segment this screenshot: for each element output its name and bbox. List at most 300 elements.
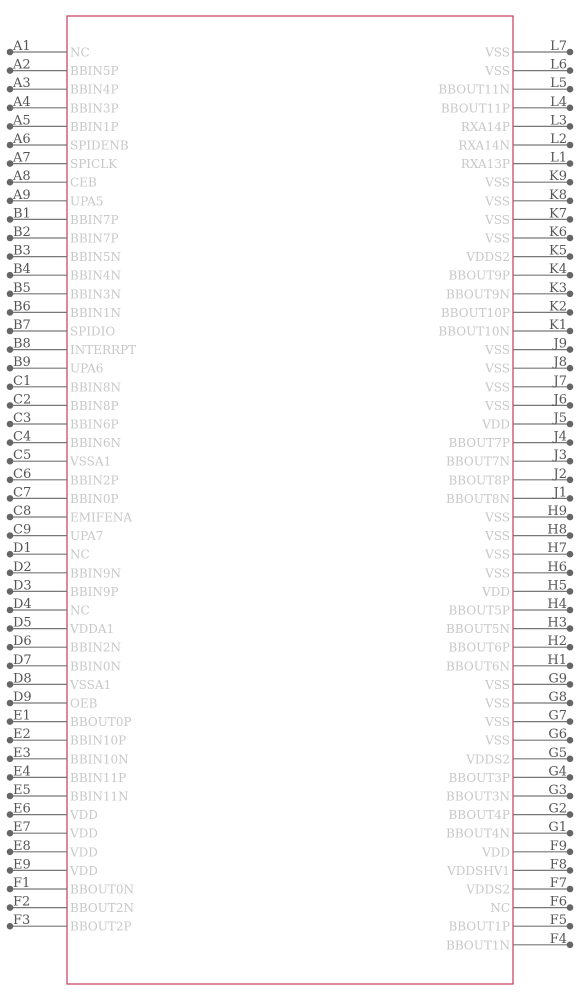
pin-end-dot [567, 625, 574, 632]
right-pin-F5 [448, 913, 573, 934]
left-pin-B2 [7, 225, 119, 246]
pin-name: BBIN2P [70, 473, 119, 488]
pin-number: K3 [549, 280, 567, 296]
pin-number: B7 [13, 318, 31, 333]
pin-number: K1 [549, 318, 567, 333]
pin-number: C4 [13, 429, 32, 445]
pin-number: E9 [13, 857, 31, 873]
pin-number: K7 [549, 206, 567, 222]
right-pin-J7 [484, 374, 573, 395]
pin-number: E8 [13, 838, 31, 854]
pin-name: BBIN0N [70, 659, 122, 674]
pin-number: C6 [13, 466, 32, 482]
right-pin-G7 [484, 709, 573, 730]
pin-number: E2 [13, 727, 31, 743]
pin-name: NC [70, 603, 90, 618]
pin-name: BBOUT0N [70, 882, 134, 897]
pin-name: VSS [485, 733, 510, 748]
right-pin-K5 [465, 244, 573, 265]
right-pin-J2 [448, 467, 573, 488]
pin-number: H2 [547, 634, 567, 650]
pin-number: E7 [13, 820, 31, 836]
right-pin-G6 [484, 727, 573, 748]
right-pin-H5 [481, 578, 573, 599]
pin-end-dot [567, 179, 574, 186]
pin-number: K6 [549, 225, 567, 240]
pin-number: H1 [547, 652, 567, 668]
pin-number: D1 [13, 541, 32, 557]
right-pin-K9 [484, 169, 573, 190]
left-pin-F2 [7, 895, 134, 916]
pin-end-dot [567, 291, 574, 298]
pin-name: BBOUT7N [446, 454, 510, 469]
pin-name: BBIN5N [70, 250, 122, 265]
pin-number: J5 [553, 411, 567, 426]
left-pin-A7 [7, 151, 118, 172]
pin-name: BBIN1N [70, 305, 122, 320]
pin-number: J3 [553, 448, 567, 464]
left-pin-F3 [7, 913, 132, 934]
right-pin-J8 [484, 355, 573, 376]
pin-name: BBIN4P [70, 82, 119, 97]
pin-name: VSS [485, 715, 510, 730]
right-pin-K2 [441, 299, 573, 320]
pin-name: RXA14N [458, 138, 510, 153]
right-pin-G8 [484, 690, 573, 711]
pin-name: BBIN11N [70, 789, 129, 804]
right-pin-group [438, 39, 573, 952]
pin-number: G5 [548, 745, 567, 761]
right-pin-L7 [484, 39, 573, 60]
pin-number: J1 [553, 485, 567, 501]
pin-name: UPA6 [70, 361, 104, 376]
pin-name: BBOUT5P [448, 603, 510, 618]
pin-name: VSS [485, 212, 510, 227]
pin-end-dot [567, 681, 574, 688]
pin-name: BBOUT6N [446, 659, 510, 674]
left-pin-C7 [7, 485, 119, 506]
right-pin-J9 [484, 337, 573, 358]
right-pin-K1 [438, 318, 573, 339]
pin-number: K9 [549, 169, 567, 185]
pin-name: BBOUT1P [448, 919, 510, 934]
pin-end-dot [567, 495, 574, 502]
pin-number: J2 [553, 466, 567, 482]
right-pin-K8 [484, 188, 573, 209]
pin-name: BBIN0P [70, 491, 119, 506]
pin-end-dot [567, 737, 574, 744]
left-pin-E6 [7, 802, 98, 823]
right-pin-G1 [446, 820, 573, 841]
pin-end-dot [567, 272, 574, 279]
left-pin-B4 [7, 262, 121, 283]
pin-number: E1 [13, 708, 31, 724]
pin-number: D5 [13, 615, 32, 631]
pin-number: L2 [550, 132, 567, 147]
right-pin-F4 [446, 932, 573, 953]
pin-name: VDDS2 [466, 882, 510, 897]
pin-name: BBIN8P [70, 398, 119, 413]
pin-number: F3 [13, 913, 31, 929]
right-pin-L5 [438, 76, 573, 97]
pin-number: C3 [13, 411, 32, 426]
pin-name: BBIN2N [70, 640, 122, 655]
right-pin-G4 [448, 764, 573, 785]
right-pin-F7 [465, 876, 573, 897]
pin-end-dot [567, 793, 574, 800]
left-pin-C9 [7, 523, 104, 544]
pin-number: C1 [13, 373, 32, 389]
pin-number: E5 [13, 783, 31, 798]
pin-name: SPIDENB [70, 138, 129, 153]
pin-name: BBIN5P [70, 64, 119, 79]
pin-name: VSS [485, 361, 510, 376]
pin-number: A3 [13, 76, 31, 92]
left-pin-F1 [7, 876, 134, 897]
pin-name: BBOUT11P [440, 101, 510, 116]
right-pin-G3 [446, 783, 573, 804]
pin-number: K4 [549, 262, 567, 278]
pin-end-dot [567, 663, 574, 670]
left-pin-A3 [7, 76, 119, 97]
right-pin-L1 [461, 151, 573, 172]
left-pin-D7 [7, 653, 121, 674]
pin-number: G9 [548, 671, 567, 687]
pin-number: B6 [13, 299, 31, 315]
pin-number: J4 [553, 429, 567, 445]
pin-name: VSS [485, 64, 510, 79]
left-pin-C6 [7, 467, 119, 488]
pin-name: BBOUT2N [70, 901, 134, 916]
left-pin-C3 [7, 411, 119, 432]
pin-name: BBOUT9N [446, 287, 510, 302]
pin-number: E3 [13, 745, 31, 761]
pin-name: BBOUT11N [438, 82, 510, 97]
pin-name: BBIN11P [70, 770, 127, 785]
pin-end-dot [567, 309, 574, 316]
right-pin-H6 [484, 560, 573, 581]
pin-name: VSS [485, 566, 510, 581]
pin-number: G4 [548, 764, 567, 780]
pin-end-dot [567, 830, 574, 837]
pin-end-dot [567, 718, 574, 725]
pin-name: VDD [70, 863, 98, 878]
pin-name: BBOUT7P [448, 436, 510, 451]
pin-number: H8 [547, 522, 567, 538]
pin-number: H7 [547, 541, 567, 557]
pin-name: BBOUT5N [446, 622, 510, 637]
right-pin-F6 [490, 895, 573, 916]
pin-name: INTERRPT [70, 343, 137, 358]
pin-number: L3 [550, 113, 567, 129]
left-pin-A5 [7, 113, 119, 133]
pin-end-dot [567, 421, 574, 428]
pin-number: G2 [548, 801, 567, 817]
pin-end-dot [567, 551, 574, 558]
pin-end-dot [567, 86, 574, 93]
pin-number: F1 [13, 876, 31, 891]
pin-name: VSS [485, 231, 510, 246]
pin-name: VSS [485, 194, 510, 209]
right-pin-K3 [446, 281, 573, 302]
pin-number: B9 [13, 355, 31, 371]
pin-number: B1 [13, 206, 31, 222]
pin-end-dot [567, 105, 574, 112]
pin-end-dot [567, 477, 574, 484]
pin-end-dot [567, 774, 574, 781]
pin-end-dot [567, 886, 574, 893]
left-pin-D4 [7, 597, 90, 618]
pin-name: BBOUT10N [438, 324, 510, 339]
pin-end-dot [567, 811, 574, 818]
pin-name: VSS [485, 343, 510, 358]
left-pin-A1 [7, 39, 90, 60]
right-pin-J3 [446, 448, 573, 469]
pin-number: B5 [13, 280, 31, 296]
pin-name: BBOUT8P [448, 473, 510, 488]
pin-number: G8 [548, 690, 567, 705]
pin-end-dot [567, 942, 574, 949]
pin-number: E4 [13, 764, 31, 780]
pin-name: CEB [70, 175, 97, 190]
pin-name: UPA7 [70, 529, 104, 544]
pin-name: VDD [482, 417, 510, 432]
pin-end-dot [567, 384, 574, 391]
pin-number: J8 [553, 355, 567, 371]
pin-number: H4 [547, 597, 567, 612]
pin-number: B8 [13, 336, 31, 352]
left-pin-E5 [7, 783, 129, 804]
left-pin-D9 [7, 690, 98, 711]
pin-number: J9 [553, 336, 567, 352]
pin-number: F6 [549, 894, 567, 910]
pin-number: A5 [13, 113, 31, 129]
pin-end-dot [567, 439, 574, 446]
left-pin-B8 [7, 337, 136, 358]
pin-name: VSS [485, 380, 510, 395]
pin-name: BBIN10N [70, 752, 129, 767]
right-pin-H2 [448, 634, 573, 655]
pin-name: EMIFENA [70, 510, 133, 525]
left-pin-B5 [7, 281, 121, 302]
pin-name: BBIN9P [70, 584, 119, 599]
pin-name: BBOUT3N [446, 789, 510, 804]
pin-number: B4 [13, 262, 31, 278]
pin-number: J6 [553, 392, 567, 408]
pin-number: L4 [550, 94, 567, 110]
right-pin-G5 [465, 746, 573, 767]
pin-number: L7 [550, 39, 567, 54]
left-pin-D8 [7, 671, 112, 692]
left-pin-B3 [7, 244, 121, 265]
right-pin-H9 [484, 504, 573, 525]
left-pin-B9 [7, 355, 104, 376]
pin-name: VSS [485, 677, 510, 692]
pin-name: UPA5 [70, 194, 104, 209]
pin-number: L1 [550, 150, 567, 166]
pin-name: VSSA1 [70, 677, 112, 692]
pin-name: BBIN10P [70, 733, 127, 748]
pin-number: A8 [13, 169, 31, 185]
pin-number: A6 [13, 132, 31, 147]
pin-number: L5 [550, 76, 567, 92]
right-pin-K4 [448, 262, 573, 283]
left-pin-A2 [7, 58, 119, 79]
left-pin-E7 [7, 820, 98, 841]
left-pin-D1 [7, 541, 90, 562]
left-pin-B6 [7, 299, 121, 320]
pin-name: VSS [485, 547, 510, 562]
pin-number: H3 [547, 615, 567, 631]
pin-end-dot [567, 644, 574, 651]
right-pin-L3 [461, 113, 573, 133]
pin-number: F8 [549, 857, 567, 873]
pin-end-dot [567, 346, 574, 353]
pin-number: G3 [548, 783, 567, 798]
pin-name: VSS [485, 45, 510, 60]
pin-name: BBOUT4P [448, 808, 510, 823]
pin-number: B2 [13, 225, 31, 240]
pin-end-dot [567, 588, 574, 595]
pin-name: VDD [70, 808, 98, 823]
pin-number: F7 [549, 876, 567, 891]
pin-end-dot [567, 142, 574, 149]
left-pin-C8 [7, 504, 133, 525]
pin-end-dot [567, 570, 574, 577]
pin-end-dot [567, 402, 574, 409]
pin-name: BBOUT3P [448, 770, 510, 785]
pin-name: BBIN1P [70, 119, 119, 134]
right-pin-L2 [458, 132, 573, 153]
left-pin-D2 [7, 560, 121, 581]
pin-number: D4 [13, 597, 32, 612]
pin-end-dot [567, 458, 574, 465]
pin-end-dot [567, 123, 574, 130]
pin-name: VDD [70, 826, 98, 841]
pin-number: D6 [13, 634, 32, 650]
pin-name: BBIN7P [70, 212, 119, 227]
left-pin-E8 [7, 839, 98, 860]
left-pin-C5 [7, 448, 112, 469]
pin-number: A4 [13, 94, 31, 110]
left-pin-E1 [7, 709, 132, 730]
pin-number: D2 [13, 559, 32, 575]
pin-number: A2 [13, 57, 31, 73]
pin-name: VSS [485, 529, 510, 544]
pin-name: VSS [485, 398, 510, 413]
pin-name: VDD [482, 584, 510, 599]
pin-end-dot [567, 198, 574, 205]
pin-name: VDDS2 [466, 752, 510, 767]
pin-end-dot [567, 756, 574, 763]
pin-name: BBIN4N [70, 268, 122, 283]
pin-end-dot [567, 365, 574, 372]
left-pin-D3 [7, 578, 119, 599]
pin-number: C2 [13, 392, 32, 408]
pin-number: D9 [13, 690, 32, 705]
right-pin-F8 [446, 857, 573, 878]
pin-end-dot [567, 849, 574, 856]
pin-end-dot [567, 700, 574, 707]
pin-name: BBOUT0P [70, 715, 132, 730]
right-pin-K6 [484, 225, 573, 246]
left-pin-B7 [7, 318, 116, 339]
left-pin-C1 [7, 374, 121, 395]
pin-end-dot [567, 253, 574, 260]
right-pin-G9 [484, 671, 573, 692]
pin-name: BBOUT2P [70, 919, 132, 934]
right-pin-H3 [446, 616, 573, 637]
pin-number: F9 [549, 838, 567, 854]
pin-number: F2 [13, 894, 31, 910]
right-pin-K7 [484, 206, 573, 227]
pin-number: C8 [13, 504, 32, 519]
pin-name: RXA13P [460, 157, 510, 172]
pin-name: VSS [485, 175, 510, 190]
pin-number: F4 [549, 931, 567, 947]
left-pin-E9 [7, 857, 98, 878]
pin-name: SPICLK [70, 157, 118, 172]
pin-name: BBIN6N [70, 436, 122, 451]
pin-name: BBIN9N [70, 566, 122, 581]
pin-end-dot [567, 216, 574, 223]
right-pin-J1 [446, 485, 573, 506]
right-pin-L6 [484, 58, 573, 79]
pin-name: BBOUT6P [448, 640, 510, 655]
pin-name: NC [490, 901, 510, 916]
right-pin-H4 [448, 597, 573, 618]
pin-number: A7 [13, 150, 31, 166]
pin-end-dot [567, 904, 574, 911]
pin-name: VDDA1 [70, 622, 115, 637]
pin-name: BBIN3N [70, 287, 122, 302]
pin-number: C9 [13, 522, 32, 538]
pin-number: C5 [13, 448, 32, 464]
pin-name: RXA14P [460, 119, 510, 134]
pin-number: G1 [548, 820, 567, 836]
right-pin-F9 [481, 839, 573, 860]
pin-number: D8 [13, 671, 32, 687]
pin-name: VSSA1 [70, 454, 112, 469]
left-pin-D5 [7, 616, 115, 637]
left-pin-D6 [7, 634, 121, 655]
pin-name: BBOUT9P [448, 268, 510, 283]
pin-number: H6 [547, 559, 567, 575]
pin-number: A9 [13, 187, 31, 203]
pin-number: D3 [13, 578, 32, 594]
pin-name: VDDS2 [466, 250, 510, 265]
pin-number: D7 [13, 652, 32, 668]
pin-end-dot [567, 867, 574, 874]
left-pin-C2 [7, 392, 119, 413]
pin-name: NC [70, 547, 90, 562]
pin-number: C7 [13, 485, 32, 501]
pin-number: K8 [549, 187, 567, 203]
pin-number: G7 [548, 708, 567, 724]
pin-name: VSS [485, 510, 510, 525]
right-pin-H7 [484, 541, 573, 562]
pin-end-dot [567, 328, 574, 335]
pin-name: BBIN8N [70, 380, 122, 395]
left-pin-E3 [7, 746, 129, 767]
pin-name: VSS [485, 696, 510, 711]
pin-name: VDD [70, 845, 98, 860]
pin-number: F5 [549, 913, 567, 929]
right-pin-J4 [448, 430, 573, 451]
right-pin-L4 [441, 95, 573, 116]
left-pin-B1 [7, 206, 119, 227]
pin-number: J7 [553, 373, 567, 389]
